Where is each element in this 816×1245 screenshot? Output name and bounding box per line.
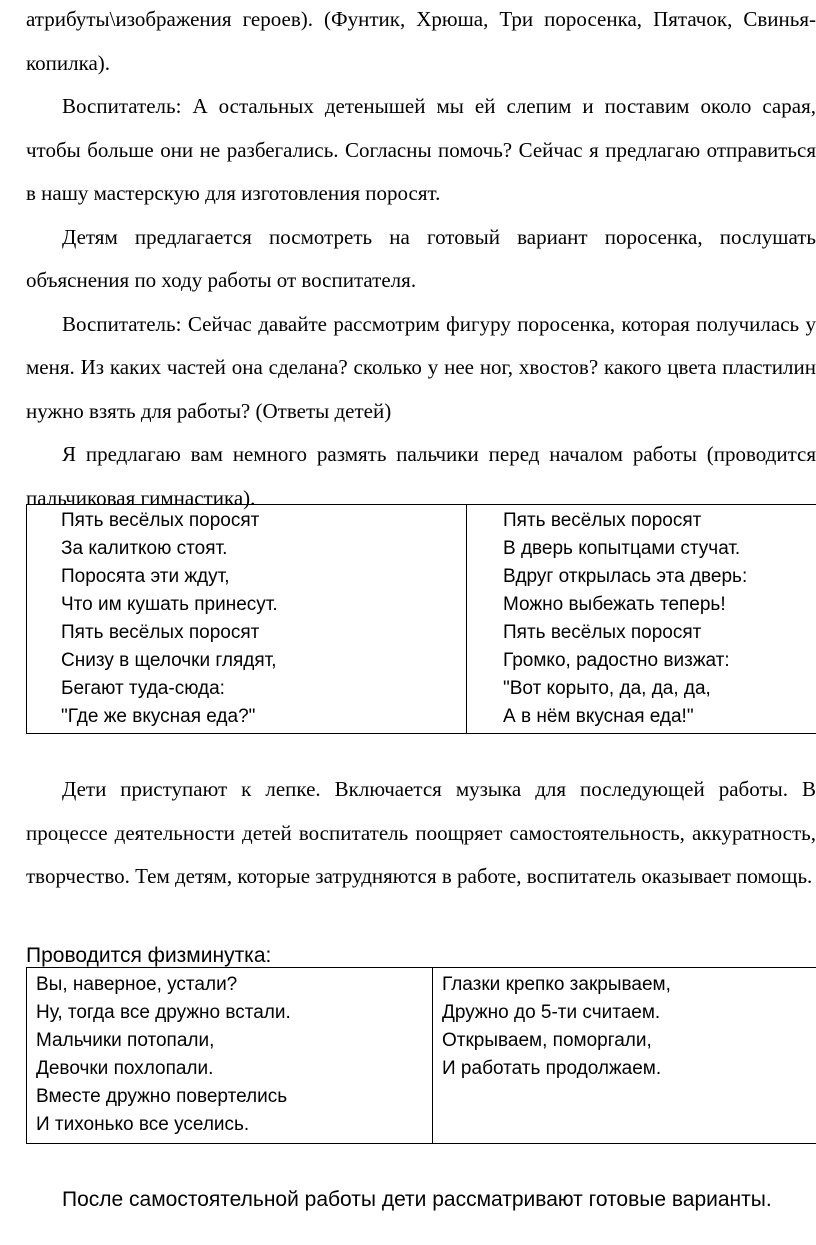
poem-line: Пять весёлых поросят — [503, 622, 702, 643]
intro-continuation: атрибуты\изображения героев). (Фунтик, Хрюша, Три поросенка, Пятачок, Свинья-копилка). — [26, 7, 816, 75]
fizminutka-left-cell — [27, 968, 433, 1144]
poem-line: А в нём вкусная еда!" — [503, 706, 694, 727]
poem-line: Глазки крепко закрываем, — [442, 974, 671, 995]
finger-poem-left-cell — [27, 505, 467, 734]
fizminutka-label: Проводится физминутка: — [26, 944, 272, 967]
intro-section — [26, 0, 816, 520]
poem-line: Мальчики потопали, — [36, 1030, 215, 1051]
poem-line: "Где же вкусная еда?" — [61, 706, 256, 727]
poem-line: Пять весёлых поросят — [503, 510, 702, 531]
poem-line: Что им кушать принесут. — [61, 594, 278, 615]
poem-line: Снизу в щелочки глядят, — [61, 650, 277, 671]
poem-line: Открываем, поморгали, — [442, 1030, 652, 1051]
poem-line: Можно выбежать теперь! — [503, 594, 726, 615]
final-paragraph: После самостоятельной работы дети рассматривают готовые варианты. — [62, 1188, 772, 1211]
teacher-paragraph-2: Воспитатель: Сейчас давайте рассмотрим фигуру поросенка, которая получилась у меня. Из каких частей она сделана? сколько у нее ног, хвостов? какого цвета пластилин нужно взять для работы? (Ответы детей) — [26, 311, 816, 423]
finger-poem-right-cell — [467, 505, 816, 734]
poem-line: Пять весёлых поросят — [61, 622, 260, 643]
fizminutka-table — [26, 967, 816, 1144]
poem-line: Поросята эти ждут, — [61, 566, 230, 587]
poem-line: Девочки похлопали. — [36, 1058, 214, 1079]
poem-line: Громко, радостно визжат: — [503, 650, 730, 671]
poem-line: Ну, тогда все дружно встали. — [36, 1002, 291, 1023]
work-section — [26, 768, 816, 899]
children-paragraph: Детям предлагается посмотреть на готовый вариант поросенка, послушать объяснения по ходу работы от воспитателя. — [26, 224, 816, 292]
poem-line: Вместе дружно повертелись — [36, 1086, 288, 1107]
work-paragraph: Дети приступают к лепке. Включается музыка для последующей работы. В процессе деятельности детей воспитатель поощряет самостоятельность, аккуратность, творчество. Тем детям, которые затрудняются в работе, воспитатель оказывает помощь. — [26, 777, 816, 888]
finger-gym-paragraph: Я предлагаю вам немного размять пальчики перед началом работы (проводится пальчиковая гимнастика). — [26, 442, 816, 510]
fizminutka-right-cell — [433, 968, 816, 1144]
poem-line: Дружно до 5-ти считаем. — [442, 1002, 661, 1023]
poem-line: Вдруг открылась эта дверь: — [503, 566, 748, 587]
finger-poem-table — [26, 504, 816, 734]
poem-line: И работать продолжаем. — [442, 1058, 662, 1079]
poem-line: "Вот корыто, да, да, да, — [503, 678, 711, 699]
poem-line: За калиткою стоят. — [61, 538, 228, 559]
poem-line: И тихонько все уселись. — [36, 1114, 250, 1135]
poem-line: В дверь копытцами стучат. — [503, 538, 741, 559]
poem-line: Вы, наверное, устали? — [36, 974, 238, 995]
teacher-paragraph-1: Воспитатель: А остальных детенышей мы ей слепим и поставим около сарая, чтобы больше они не разбегались. Согласны помочь? Сейчас я предлагаю отправиться в нашу мастерскую для изготовления поросят. — [26, 94, 816, 205]
poem-line: Бегают туда-сюда: — [61, 678, 225, 699]
poem-line: Пять весёлых поросят — [61, 510, 260, 531]
